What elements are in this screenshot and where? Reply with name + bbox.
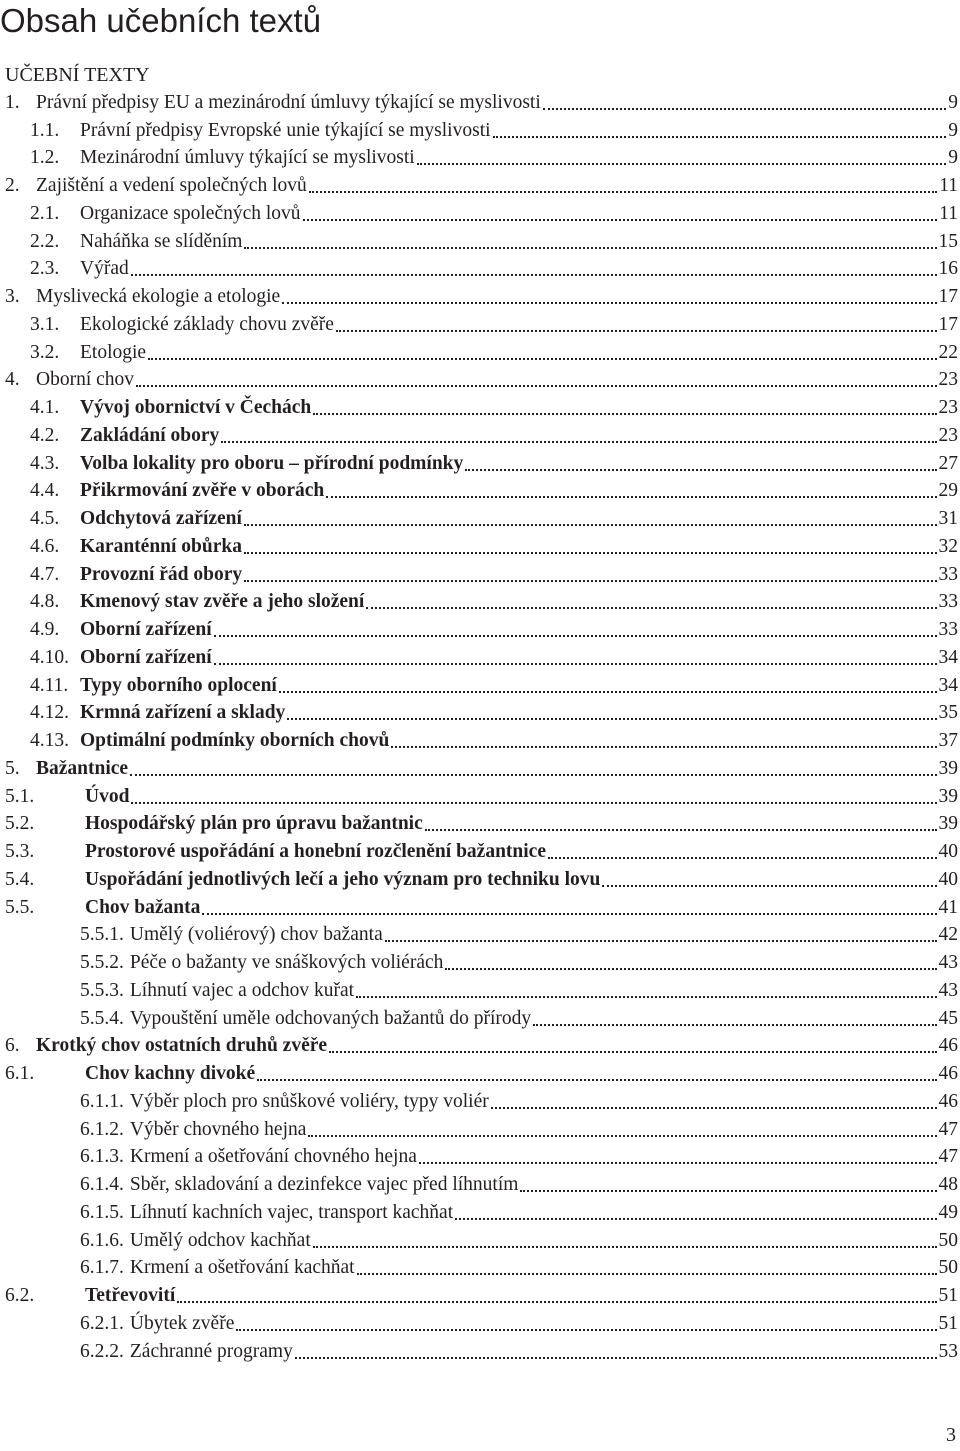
- toc-entry-number: 4.10.: [30, 646, 69, 668]
- toc-entry-page: 40: [938, 841, 958, 863]
- toc-entry-page: 17: [938, 286, 958, 308]
- toc-entry-page: 34: [938, 674, 958, 696]
- toc-entry-page: 46: [938, 1035, 958, 1057]
- dot-leader: [493, 136, 947, 138]
- dot-leader: [131, 802, 936, 804]
- toc-entry-title: Krmení a ošetřování kachňat: [129, 1257, 355, 1279]
- dot-leader: [257, 1079, 936, 1081]
- toc-entry: [0, 117, 958, 145]
- toc-entry-page: 9: [948, 91, 958, 113]
- toc-entry-page: 43: [938, 952, 958, 974]
- toc-entry-title: Oborní zařízení: [80, 619, 212, 641]
- dot-leader: [602, 885, 936, 887]
- toc-entry: [0, 367, 958, 395]
- toc-entry: [0, 838, 958, 866]
- dot-leader: [244, 524, 937, 526]
- toc-entry-page: 47: [938, 1146, 958, 1168]
- toc-entry-title: Vývoj obornictví v Čechách: [80, 397, 312, 419]
- toc-entry: [0, 1338, 958, 1366]
- toc-entry: [0, 1227, 958, 1255]
- dot-leader: [533, 1024, 936, 1026]
- toc-entry-page: 9: [948, 147, 958, 169]
- toc-entry-title: Volba lokality pro oboru – přírodní podmínky: [80, 452, 464, 474]
- toc-entry-number: 5.5.: [5, 896, 35, 918]
- toc-entry-title: Krmná zařízení a sklady: [80, 702, 286, 724]
- dot-leader: [385, 940, 937, 942]
- toc-entry-page: 17: [938, 313, 958, 335]
- toc-entry: [0, 866, 958, 894]
- dot-leader: [491, 1107, 937, 1109]
- dot-leader: [244, 247, 936, 249]
- toc-entry: [0, 1144, 958, 1172]
- toc-entry-number: 5.4.: [5, 868, 35, 890]
- toc-entry-page: 41: [938, 896, 958, 918]
- toc-entry-title: Přikrmování zvěře v oborách: [80, 480, 325, 502]
- toc-entry-number: 4.5.: [30, 508, 60, 530]
- dot-leader: [236, 1329, 936, 1331]
- toc-entry-number: 5.3.: [5, 841, 35, 863]
- dot-leader: [313, 1246, 937, 1248]
- toc-entry-number: 5.5.1.: [80, 924, 124, 946]
- toc-entry-page: 33: [938, 619, 958, 641]
- toc-entry: [0, 894, 958, 922]
- toc-entry: [0, 1171, 958, 1199]
- toc-entry-page: 37: [938, 730, 958, 752]
- toc-entry-number: 4.13.: [30, 730, 69, 752]
- toc-entry-title: Oborní chov: [36, 369, 135, 391]
- toc-entry-number: 5.1.: [5, 785, 35, 807]
- toc-entry-page: 48: [938, 1174, 958, 1196]
- toc-entry-page: 22: [938, 341, 958, 363]
- toc-entry: [0, 922, 958, 950]
- toc-entry-title: Krotký chov ostatních druhů zvěře: [36, 1035, 328, 1057]
- toc-entry-number: 3.2.: [30, 341, 60, 363]
- toc-entry-number: 6.1.1.: [80, 1090, 124, 1112]
- dot-leader: [391, 746, 936, 748]
- toc-entry-number: 6.1.2.: [80, 1118, 124, 1140]
- dot-leader: [356, 996, 936, 998]
- dot-leader: [279, 691, 937, 693]
- dot-leader: [131, 274, 937, 276]
- page-number: 3: [946, 1424, 956, 1446]
- dot-leader: [417, 163, 947, 165]
- toc-entry-title: Naháňka se slíděním: [80, 230, 243, 252]
- toc-entry-number: 2.: [5, 175, 20, 197]
- dot-leader: [419, 1162, 937, 1164]
- toc-entry-title: Bažantnice: [36, 757, 129, 779]
- toc-entry-title: Organizace společných lovů: [80, 202, 301, 224]
- toc-entry-title: Tetřevovití: [85, 1285, 176, 1307]
- toc-entry-title: Umělý odchov kachňat: [129, 1229, 311, 1251]
- toc-entry-page: 51: [938, 1312, 958, 1334]
- toc-entry: [0, 311, 958, 339]
- toc-entry: [0, 394, 958, 422]
- toc-entry: [0, 478, 958, 506]
- toc-entry-title: Prostorové uspořádání a honební rozčlenění bažantnice: [85, 841, 546, 863]
- dot-leader: [455, 1218, 936, 1220]
- dot-leader: [221, 441, 936, 443]
- toc-entry-title: Karanténní obůrka: [80, 535, 242, 557]
- toc-entry-number: 6.1.: [5, 1063, 35, 1085]
- toc-entry-title: Krmení a ošetřování chovného hejna: [129, 1146, 417, 1168]
- toc-entry: [0, 1255, 958, 1283]
- dot-leader: [244, 580, 936, 582]
- toc-entry-page: 23: [938, 369, 958, 391]
- toc-entry-number: 5.: [5, 757, 20, 779]
- toc-entry: [0, 256, 958, 284]
- toc-entry: [0, 228, 958, 256]
- toc-entry-title: Výřad: [80, 258, 129, 280]
- dot-leader: [329, 1051, 936, 1053]
- dot-leader: [357, 1273, 937, 1275]
- toc-entry-page: 9: [948, 119, 958, 141]
- toc-entry-title: Kmenový stav zvěře a jeho složení: [80, 591, 365, 613]
- dot-leader: [309, 191, 937, 193]
- toc-entry: [0, 589, 958, 617]
- toc-entry-page: 32: [938, 535, 958, 557]
- toc-entry-number: 4.8.: [30, 591, 60, 613]
- toc-entry-number: 4.11.: [30, 674, 69, 696]
- toc-entry-number: 6.1.4.: [80, 1174, 124, 1196]
- toc-entry-page: 11: [939, 175, 958, 197]
- dot-leader: [287, 718, 936, 720]
- toc-entry: [0, 145, 958, 173]
- toc-entry-title: Provozní řád obory: [80, 563, 243, 585]
- toc-entry-title: Záchranné programy: [129, 1340, 293, 1362]
- toc-entry: [0, 422, 958, 450]
- toc-entry-number: 5.5.4.: [80, 1007, 124, 1029]
- toc-entry-number: 6.1.3.: [80, 1146, 124, 1168]
- toc-entry: [0, 949, 958, 977]
- toc-entry-title: Oborní zařízení: [80, 646, 212, 668]
- toc-entry-number: 2.3.: [30, 258, 60, 280]
- toc-entry-number: 3.1.: [30, 313, 60, 335]
- toc-entry-title: Typy oborního oplocení: [80, 674, 277, 696]
- section-heading: UČEBNÍ TEXTY: [5, 64, 150, 86]
- toc-entry: [0, 811, 958, 839]
- toc-entry-page: 47: [938, 1118, 958, 1140]
- dot-leader: [303, 219, 938, 221]
- toc-entry-number: 6.1.6.: [80, 1229, 124, 1251]
- toc-entry-title: Etologie: [80, 341, 147, 363]
- toc-entry: [0, 200, 958, 228]
- dot-leader: [214, 663, 937, 665]
- toc-entry: [0, 616, 958, 644]
- toc-entry: [0, 533, 958, 561]
- toc-entry-page: 35: [938, 702, 958, 724]
- toc-entry-title: Výběr ploch pro snůškové voliéry, typy voliér: [129, 1090, 489, 1112]
- toc-entry-title: Uspořádání jednotlivých lečí a jeho význam pro techniku lovu: [85, 868, 601, 890]
- toc-entry: [0, 283, 958, 311]
- toc-entry-number: 6.1.5.: [80, 1201, 124, 1223]
- toc-entry: [0, 1060, 958, 1088]
- toc-entry: [0, 1088, 958, 1116]
- toc-entry-title: Úvod: [85, 785, 130, 807]
- toc-entry-page: 27: [938, 452, 958, 474]
- toc-entry-title: Mezinárodní úmluvy týkající se myslivosti: [80, 147, 415, 169]
- dot-leader: [543, 108, 946, 110]
- toc-entry-title: Myslivecká ekologie a etologie: [36, 286, 281, 308]
- toc-entry: [0, 561, 958, 589]
- toc-entry-title: Ekologické základy chovu zvěře: [80, 313, 334, 335]
- toc-entry: [0, 700, 958, 728]
- toc-entry: [0, 727, 958, 755]
- dot-leader: [214, 635, 937, 637]
- toc-entry-page: 46: [938, 1090, 958, 1112]
- toc-entry: [0, 672, 958, 700]
- toc-entry: [0, 172, 958, 200]
- toc-entry: [0, 1033, 958, 1061]
- dot-leader: [336, 330, 937, 332]
- toc-entry-title: Líhnutí kachních vajec, transport kachňat: [129, 1201, 454, 1223]
- toc-entry-page: 11: [939, 202, 958, 224]
- toc-entry-number: 4.12.: [30, 702, 69, 724]
- toc-entry-page: 23: [938, 424, 958, 446]
- toc-entry-title: Hospodářský plán pro úpravu bažantnic: [85, 813, 423, 835]
- toc-entry-number: 2.1.: [30, 202, 60, 224]
- toc-entry-number: 6.2.1.: [80, 1312, 124, 1334]
- toc-entry-page: 34: [938, 646, 958, 668]
- toc-entry-number: 4.9.: [30, 619, 60, 641]
- toc-entry-page: 33: [938, 591, 958, 613]
- dot-leader: [282, 302, 936, 304]
- toc-entry-number: 6.1.7.: [80, 1257, 124, 1279]
- toc-entry-title: Umělý (voliérový) chov bažanta: [129, 924, 383, 946]
- toc-entry-title: Právní předpisy EU a mezinárodní úmluvy týkající se myslivosti: [36, 91, 541, 113]
- toc-entry: [0, 89, 958, 117]
- toc-entry: [0, 783, 958, 811]
- toc-entry-page: 50: [938, 1229, 958, 1251]
- toc-entry-number: 4.7.: [30, 563, 60, 585]
- toc-entry-title: Zakládání obory: [80, 424, 220, 446]
- toc-entry-title: Sběr, skladování a dezinfekce vajec před líhnutím: [129, 1174, 519, 1196]
- toc-entry-page: 39: [938, 785, 958, 807]
- toc-entry-number: 4.2.: [30, 424, 60, 446]
- toc-entry-title: Optimální podmínky oborních chovů: [80, 730, 390, 752]
- dot-leader: [465, 469, 936, 471]
- toc-entry-number: 4.3.: [30, 452, 60, 474]
- toc-entry-title: Chov kachny divoké: [85, 1063, 256, 1085]
- toc-entry: [0, 339, 958, 367]
- toc-entry-number: 5.5.3.: [80, 979, 124, 1001]
- toc-entry-title: Líhnutí vajec a odchov kuřat: [129, 979, 355, 1001]
- toc-entry-page: 42: [938, 924, 958, 946]
- toc-entry-number: 6.2.2.: [80, 1340, 124, 1362]
- dot-leader: [425, 829, 937, 831]
- dot-leader: [148, 358, 936, 360]
- toc-entry-page: 40: [938, 868, 958, 890]
- toc-entry: [0, 977, 958, 1005]
- toc-entry-number: 5.2.: [5, 813, 35, 835]
- toc-entry-number: 3.: [5, 286, 20, 308]
- toc-entry-page: 51: [938, 1285, 958, 1307]
- toc-entry-page: 46: [938, 1063, 958, 1085]
- toc-entry-number: 5.5.2.: [80, 952, 124, 974]
- toc-entry-number: 2.2.: [30, 230, 60, 252]
- toc-entry-title: Vypouštění uměle odchovaných bažantů do přírody: [129, 1007, 532, 1029]
- toc-entry: [0, 1005, 958, 1033]
- dot-leader: [202, 913, 936, 915]
- toc-entry-title: Chov bažanta: [85, 896, 201, 918]
- toc-entry-number: 1.: [5, 91, 20, 113]
- toc-entry-page: 49: [938, 1201, 958, 1223]
- toc-entry-number: 4.4.: [30, 480, 60, 502]
- dot-leader: [326, 496, 936, 498]
- toc-entry-title: Výběr chovného hejna: [129, 1118, 307, 1140]
- dot-leader: [295, 1357, 937, 1359]
- toc-entry-title: Odchytová zařízení: [80, 508, 242, 530]
- toc-entry: [0, 644, 958, 672]
- toc-entry-title: Právní předpisy Evropské unie týkající se myslivosti: [80, 119, 491, 141]
- toc-entry-number: 4.: [5, 369, 20, 391]
- toc-entry-page: 16: [938, 258, 958, 280]
- dot-leader: [130, 774, 936, 776]
- dot-leader: [308, 1135, 936, 1137]
- toc-entry: [0, 755, 958, 783]
- toc-entry: [0, 1116, 958, 1144]
- toc-entry-page: 23: [938, 397, 958, 419]
- dot-leader: [445, 968, 936, 970]
- dot-leader: [177, 1301, 936, 1303]
- toc-entry-number: 1.2.: [30, 147, 60, 169]
- toc-entry-page: 39: [938, 813, 958, 835]
- dot-leader: [520, 1190, 936, 1192]
- toc-entry-number: 4.1.: [30, 397, 60, 419]
- page-title: Obsah učebních textů: [0, 2, 322, 39]
- toc-entry-number: 1.1.: [30, 119, 60, 141]
- table-of-contents: [0, 89, 958, 1366]
- toc-entry: [0, 450, 958, 478]
- toc-entry-page: 45: [938, 1007, 958, 1029]
- dot-leader: [244, 552, 937, 554]
- toc-entry-page: 15: [938, 230, 958, 252]
- dot-leader: [548, 857, 937, 859]
- toc-entry-page: 29: [938, 480, 958, 502]
- toc-entry-page: 53: [938, 1340, 958, 1362]
- toc-entry: [0, 1282, 958, 1310]
- toc-entry-page: 50: [938, 1257, 958, 1279]
- toc-entry-page: 31: [938, 508, 958, 530]
- toc-entry-number: 6.: [5, 1035, 20, 1057]
- toc-entry-page: 39: [938, 757, 958, 779]
- dot-leader: [313, 413, 936, 415]
- toc-entry-number: 6.2.: [5, 1285, 35, 1307]
- toc-entry-title: Úbytek zvěře: [129, 1312, 235, 1334]
- dot-leader: [366, 607, 936, 609]
- toc-entry-page: 33: [938, 563, 958, 585]
- toc-entry: [0, 1199, 958, 1227]
- toc-entry-page: 43: [938, 979, 958, 1001]
- toc-entry-title: Zajištění a vedení společných lovů: [36, 175, 307, 197]
- toc-entry-number: 4.6.: [30, 535, 60, 557]
- dot-leader: [136, 385, 936, 387]
- toc-entry: [0, 505, 958, 533]
- toc-entry-title: Péče o bažanty ve snáškových voliérách: [129, 952, 444, 974]
- toc-entry: [0, 1310, 958, 1338]
